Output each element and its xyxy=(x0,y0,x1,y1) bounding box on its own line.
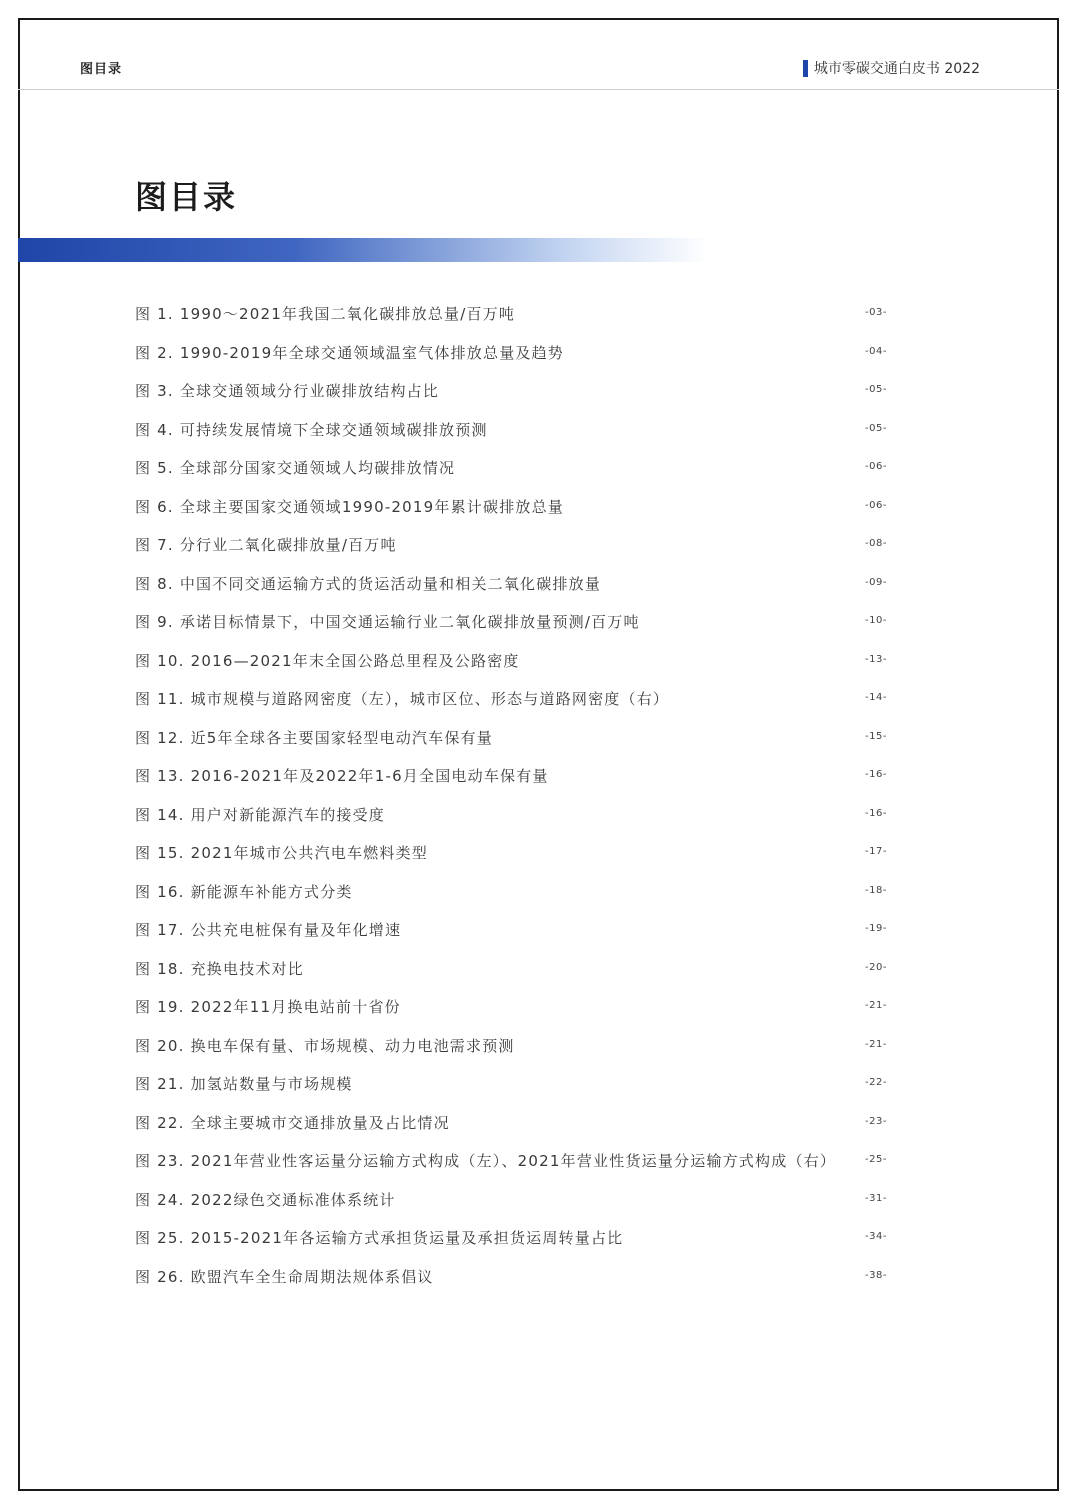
toc-entry[interactable] xyxy=(135,1148,887,1187)
toc-entry-label: 图 10. 2016—2021年末全国公路总里程及公路密度 xyxy=(135,651,520,670)
toc-entry-label: 图 17. 公共充电桩保有量及年化增速 xyxy=(135,921,402,939)
toc-entry[interactable] xyxy=(135,763,887,802)
toc-entry-page-number: -08- xyxy=(865,538,887,549)
toc-entry-label: 图 20. 换电车保有量、市场规模、动力电池需求预测 xyxy=(135,1036,515,1055)
toc-entry-page-number: -04- xyxy=(865,345,887,357)
toc-entry-page-number: -09- xyxy=(865,576,887,588)
toc-entry[interactable] xyxy=(135,917,887,956)
toc-entry[interactable] xyxy=(135,1225,887,1264)
toc-entry[interactable] xyxy=(135,609,887,648)
toc-entry[interactable] xyxy=(135,340,887,379)
toc-entry[interactable] xyxy=(135,417,887,456)
toc-entry-label: 图 22. 全球主要城市交通排放量及占比情况 xyxy=(135,1113,450,1132)
toc-entry-label: 图 3. 全球交通领域分行业碳排放结构占比 xyxy=(135,382,440,400)
header-section-label: 图目录 xyxy=(80,62,123,77)
toc-entry-page-number: -05- xyxy=(865,422,887,434)
toc-entry-page-number: -05- xyxy=(865,384,887,395)
toc-entry-page-number: -23- xyxy=(865,1115,887,1127)
toc-entry[interactable] xyxy=(135,686,887,725)
toc-entry-label: 图 14. 用户对新能源汽车的接受度 xyxy=(135,805,385,824)
toc-entry-page-number: -21- xyxy=(865,1000,887,1011)
toc-entry[interactable] xyxy=(135,1033,887,1072)
toc-entry-label: 图 19. 2022年11月换电站前十省份 xyxy=(135,998,401,1016)
toc-entry-page-number: -20- xyxy=(865,961,887,973)
toc-entry[interactable] xyxy=(135,571,887,610)
toc-entry[interactable] xyxy=(135,378,887,417)
toc-entry-label: 图 12. 近5年全球各主要国家轻型电动汽车保有量 xyxy=(135,728,493,747)
toc-entry-label: 图 13. 2016-2021年及2022年1-6月全国电动车保有量 xyxy=(135,767,549,785)
toc-entry-page-number: -31- xyxy=(865,1192,887,1204)
toc-entry-label: 图 7. 分行业二氧化碳排放量/百万吨 xyxy=(135,536,397,554)
title-gradient-band xyxy=(18,238,708,262)
toc-entry-label: 图 8. 中国不同交通运输方式的货运活动量和相关二氧化碳排放量 xyxy=(135,574,602,593)
toc-entry-label: 图 18. 充换电技术对比 xyxy=(135,959,304,978)
toc-entry-page-number: -16- xyxy=(865,807,887,819)
toc-entry-page-number: -21- xyxy=(865,1038,887,1050)
toc-entry-label: 图 4. 可持续发展情境下全球交通领域碳排放预测 xyxy=(135,420,488,439)
toc-entry[interactable] xyxy=(135,725,887,764)
toc-entry-page-number: -16- xyxy=(865,769,887,780)
toc-entry-page-number: -19- xyxy=(865,923,887,934)
toc-entry-page-number: -17- xyxy=(865,846,887,857)
toc-entry[interactable] xyxy=(135,956,887,995)
toc-entry-page-number: -06- xyxy=(865,461,887,472)
toc-entry-page-number: -18- xyxy=(865,884,887,896)
toc-entry-label: 图 2. 1990-2019年全球交通领域温室气体排放总量及趋势 xyxy=(135,343,565,362)
toc-entry-label: 图 23. 2021年营业性客运量分运输方式构成（左）、2021年营业性货运量分运输方式构成（右） xyxy=(135,1152,837,1170)
toc-entry-page-number: -10- xyxy=(865,615,887,626)
toc-entry-page-number: -06- xyxy=(865,499,887,511)
header-accent-bar xyxy=(803,60,808,77)
toc-entry-page-number: -38- xyxy=(865,1269,887,1281)
toc-entry[interactable] xyxy=(135,1110,887,1149)
toc-entry[interactable] xyxy=(135,840,887,879)
toc-entry[interactable] xyxy=(135,301,887,340)
toc-entry-label: 图 21. 加氢站数量与市场规模 xyxy=(135,1075,353,1093)
toc-entry-page-number: -13- xyxy=(865,653,887,665)
toc-entry-label: 图 11. 城市规模与道路网密度（左），城市区位、形态与道路网密度（右） xyxy=(135,690,670,708)
header-report-title xyxy=(803,58,980,78)
figure-list xyxy=(135,301,887,1302)
toc-entry[interactable] xyxy=(135,879,887,918)
toc-entry[interactable] xyxy=(135,494,887,533)
page-title: 图目录 xyxy=(135,178,238,216)
toc-entry[interactable] xyxy=(135,532,887,571)
toc-entry-label: 图 25. 2015-2021年各运输方式承担货运量及承担货运周转量占比 xyxy=(135,1229,624,1247)
toc-entry-page-number: -22- xyxy=(865,1077,887,1088)
toc-entry[interactable] xyxy=(135,1071,887,1110)
toc-entry[interactable] xyxy=(135,455,887,494)
toc-entry[interactable] xyxy=(135,994,887,1033)
toc-entry-page-number: -25- xyxy=(865,1154,887,1165)
toc-entry-label: 图 5. 全球部分国家交通领域人均碳排放情况 xyxy=(135,459,456,477)
toc-entry-label: 图 6. 全球主要国家交通领域1990-2019年累计碳排放总量 xyxy=(135,497,565,516)
toc-entry-label: 图 26. 欧盟汽车全生命周期法规体系倡议 xyxy=(135,1267,434,1286)
toc-entry[interactable] xyxy=(135,802,887,841)
toc-entry[interactable] xyxy=(135,648,887,687)
toc-entry[interactable] xyxy=(135,1264,887,1303)
toc-entry-page-number: -15- xyxy=(865,730,887,742)
toc-entry[interactable] xyxy=(135,1187,887,1226)
report-title-text: 城市零碳交通白皮书 2022 xyxy=(813,61,980,77)
toc-entry-label: 图 1. 1990～2021年我国二氧化碳排放总量/百万吨 xyxy=(135,305,516,323)
toc-entry-label: 图 9. 承诺目标情景下，中国交通运输行业二氧化碳排放量预测/百万吨 xyxy=(135,613,640,631)
header-divider xyxy=(18,89,1059,90)
toc-entry-page-number: -14- xyxy=(865,692,887,703)
toc-entry-label: 图 15. 2021年城市公共汽电车燃料类型 xyxy=(135,844,428,862)
toc-entry-page-number: -34- xyxy=(865,1231,887,1242)
toc-entry-page-number: -03- xyxy=(865,307,887,318)
toc-entry-label: 图 24. 2022绿色交通标准体系统计 xyxy=(135,1190,396,1209)
toc-entry-label: 图 16. 新能源车补能方式分类 xyxy=(135,882,353,901)
